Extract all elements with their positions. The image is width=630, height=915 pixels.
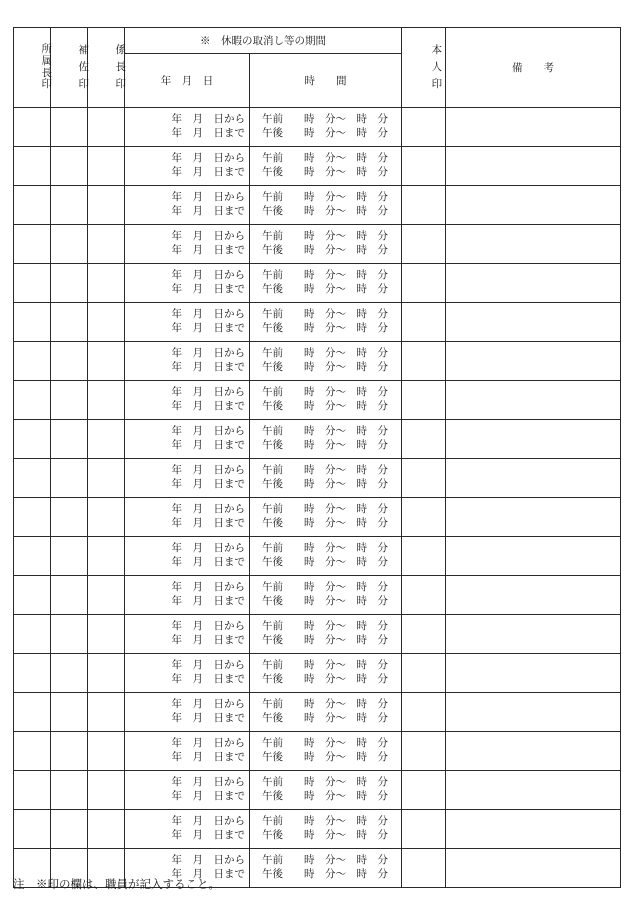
date-from-text: 年 月 日から [171,308,245,320]
personal-seal-header [402,28,446,108]
date-to-text: 年 月 日まで [171,595,245,607]
date-from-text: 年 月 日から [171,269,245,281]
date-cell [125,303,250,342]
section-chief-seal-cell [88,693,125,732]
remarks-cell [446,771,621,810]
remarks-cell [446,303,621,342]
section-chief-seal-cell [88,303,125,342]
date-from-text: 年 月 日から [171,737,245,749]
date-from-text: 年 月 日から [171,230,245,242]
assistant-seal-cell [51,771,88,810]
date-to-text: 年 月 日まで [171,517,245,529]
table-row [14,147,621,186]
personal-seal-cell [402,732,446,771]
department-head-seal-header [14,28,51,108]
table-row [14,342,621,381]
table-body [14,108,621,888]
time-am-text: 午前 時 分～ 時 分 [262,113,388,125]
remarks-cell [446,459,621,498]
date-from-text: 年 月 日から [171,191,245,203]
date-from-text: 年 月 日から [171,425,245,437]
time-cell [250,849,402,888]
assistant-seal-cell [51,381,88,420]
personal-seal-cell [402,186,446,225]
table-row [14,381,621,420]
assistant-seal-label: 補佐印 [78,44,89,90]
department-head-seal-cell [14,108,51,147]
date-from-text: 年 月 日から [171,347,245,359]
remarks-cell [446,498,621,537]
date-to-text: 年 月 日まで [171,244,245,256]
note-text: 注 ※印の欄は、職員が記入すること。 [13,877,220,891]
time-pm-text: 午後 時 分～ 時 分 [262,244,388,256]
table-header [14,28,621,108]
time-cell [250,264,402,303]
date-from-text: 年 月 日から [171,659,245,671]
header-row [14,28,621,54]
date-from-text: 年 月 日から [171,542,245,554]
table-row [14,654,621,693]
time-am-text: 午前 時 分～ 時 分 [262,269,388,281]
section-chief-seal-cell [88,147,125,186]
assistant-seal-cell [51,576,88,615]
department-head-seal-cell [14,537,51,576]
department-head-seal-cell [14,459,51,498]
time-am-text: 午前 時 分～ 時 分 [262,425,388,437]
time-cell [250,693,402,732]
department-head-seal-cell [14,186,51,225]
department-head-seal-cell [14,381,51,420]
time-cell [250,615,402,654]
date-to-text: 年 月 日まで [171,400,245,412]
date-cell [125,771,250,810]
personal-seal-cell [402,810,446,849]
date-to-text: 年 月 日まで [171,127,245,139]
time-pm-text: 午後 時 分～ 時 分 [262,673,388,685]
date-cell [125,498,250,537]
date-to-text: 年 月 日まで [171,712,245,724]
time-pm-text: 午後 時 分～ 時 分 [262,361,388,373]
time-pm-text: 午後 時 分～ 時 分 [262,868,388,880]
section-chief-seal-cell [88,381,125,420]
time-cell [250,147,402,186]
time-cell [250,498,402,537]
section-chief-seal-cell [88,732,125,771]
department-head-seal-cell [14,498,51,537]
date-cell [125,186,250,225]
date-to-text: 年 月 日まで [171,868,245,880]
time-pm-text: 午後 時 分～ 時 分 [262,829,388,841]
department-head-seal-cell [14,420,51,459]
time-pm-text: 午後 時 分～ 時 分 [262,166,388,178]
section-chief-seal-cell [88,186,125,225]
date-to-text: 年 月 日まで [171,790,245,802]
time-pm-text: 午後 時 分～ 時 分 [262,478,388,490]
date-cell [125,108,250,147]
time-cell [250,654,402,693]
date-cell [125,576,250,615]
date-from-text: 年 月 日から [171,503,245,515]
table-row [14,576,621,615]
section-chief-seal-cell [88,771,125,810]
personal-seal-cell [402,225,446,264]
remarks-cell [446,147,621,186]
personal-seal-cell [402,693,446,732]
remarks-cell [446,654,621,693]
assistant-seal-cell [51,732,88,771]
department-head-seal-cell [14,615,51,654]
date-cell [125,654,250,693]
date-to-text: 年 月 日まで [171,439,245,451]
table-row [14,264,621,303]
date-from-text: 年 月 日から [171,776,245,788]
time-pm-text: 午後 時 分～ 時 分 [262,439,388,451]
date-cell [125,342,250,381]
personal-seal-cell [402,498,446,537]
time-cell [250,810,402,849]
department-head-seal-cell [14,342,51,381]
time-pm-text: 午後 時 分～ 時 分 [262,127,388,139]
remarks-cell [446,381,621,420]
time-cell [250,459,402,498]
personal-seal-cell [402,381,446,420]
personal-seal-cell [402,303,446,342]
section-chief-seal-cell [88,459,125,498]
leave-cancellation-form-table [13,27,621,888]
date-cell [125,693,250,732]
table-row [14,225,621,264]
personal-seal-cell [402,537,446,576]
time-am-text: 午前 時 分～ 時 分 [262,776,388,788]
date-from-text: 年 月 日から [171,464,245,476]
assistant-seal-cell [51,225,88,264]
personal-seal-cell [402,459,446,498]
assistant-seal-cell [51,108,88,147]
department-head-seal-cell [14,303,51,342]
time-am-text: 午前 時 分～ 時 分 [262,581,388,593]
personal-seal-label: 本人印 [431,44,443,90]
time-pm-text: 午後 時 分～ 時 分 [262,556,388,568]
remarks-cell [446,342,621,381]
time-cell [250,303,402,342]
time-pm-text: 午後 時 分～ 時 分 [262,634,388,646]
time-cell [250,732,402,771]
personal-seal-cell [402,615,446,654]
personal-seal-cell [402,576,446,615]
personal-seal-cell [402,771,446,810]
section-chief-seal-cell [88,225,125,264]
department-head-seal-cell [14,732,51,771]
date-from-text: 年 月 日から [171,386,245,398]
date-cell [125,264,250,303]
table-row [14,615,621,654]
section-chief-seal-cell [88,576,125,615]
date-to-text: 年 月 日まで [171,751,245,763]
remarks-cell [446,849,621,888]
date-from-text: 年 月 日から [171,698,245,710]
assistant-seal-cell [51,147,88,186]
date-from-text: 年 月 日から [171,854,245,866]
leave-cancellation-period-header: ※ 休暇の取消し等の期間 [125,28,402,54]
date-cell [125,537,250,576]
time-pm-text: 午後 時 分～ 時 分 [262,595,388,607]
time-pm-text: 午後 時 分～ 時 分 [262,751,388,763]
time-am-text: 午前 時 分～ 時 分 [262,464,388,476]
assistant-seal-cell [51,810,88,849]
personal-seal-cell [402,147,446,186]
time-header: 時 間 [250,54,402,108]
time-pm-text: 午後 時 分～ 時 分 [262,790,388,802]
personal-seal-cell [402,342,446,381]
table-row [14,771,621,810]
date-from-text: 年 月 日から [171,620,245,632]
time-pm-text: 午後 時 分～ 時 分 [262,400,388,412]
time-am-text: 午前 時 分～ 時 分 [262,503,388,515]
time-pm-text: 午後 時 分～ 時 分 [262,322,388,334]
remarks-cell [446,420,621,459]
section-chief-seal-cell [88,615,125,654]
personal-seal-cell [402,654,446,693]
time-pm-text: 午後 時 分～ 時 分 [262,283,388,295]
time-am-text: 午前 時 分～ 時 分 [262,854,388,866]
section-chief-seal-cell [88,420,125,459]
department-head-seal-cell [14,225,51,264]
section-chief-seal-header [88,28,125,108]
date-to-text: 年 月 日まで [171,634,245,646]
date-cell [125,810,250,849]
table-row [14,693,621,732]
section-chief-seal-cell [88,342,125,381]
date-to-text: 年 月 日まで [171,556,245,568]
remarks-cell [446,225,621,264]
table-row [14,459,621,498]
date-cell [125,459,250,498]
time-am-text: 午前 時 分～ 時 分 [262,308,388,320]
time-am-text: 午前 時 分～ 時 分 [262,230,388,242]
personal-seal-cell [402,264,446,303]
personal-seal-cell [402,849,446,888]
assistant-seal-cell [51,537,88,576]
assistant-seal-cell [51,459,88,498]
date-cell [125,225,250,264]
department-head-seal-cell [14,654,51,693]
assistant-seal-cell [51,615,88,654]
time-cell [250,342,402,381]
remarks-cell [446,615,621,654]
time-cell [250,186,402,225]
assistant-seal-cell [51,342,88,381]
date-cell [125,615,250,654]
time-cell [250,381,402,420]
time-am-text: 午前 時 分～ 時 分 [262,659,388,671]
remarks-cell [446,810,621,849]
section-chief-seal-cell [88,264,125,303]
remarks-cell [446,576,621,615]
table-row [14,303,621,342]
remarks-cell [446,732,621,771]
section-chief-seal-cell [88,108,125,147]
date-from-text: 年 月 日から [171,152,245,164]
department-head-seal-cell [14,264,51,303]
remarks-cell [446,264,621,303]
department-head-seal-cell [14,576,51,615]
section-chief-seal-label: 係長印 [115,44,126,90]
table-row [14,108,621,147]
department-head-seal-cell [14,810,51,849]
date-cell [125,420,250,459]
table-row [14,537,621,576]
assistant-seal-cell [51,498,88,537]
remarks-header: 備 考 [446,28,621,108]
remarks-cell [446,693,621,732]
time-pm-text: 午後 時 分～ 時 分 [262,517,388,529]
table-row [14,186,621,225]
assistant-seal-cell [51,420,88,459]
date-to-text: 年 月 日まで [171,673,245,685]
department-head-seal-cell [14,693,51,732]
section-chief-seal-cell [88,654,125,693]
date-to-text: 年 月 日まで [171,361,245,373]
date-from-text: 年 月 日から [171,581,245,593]
time-cell [250,108,402,147]
section-chief-seal-cell [88,537,125,576]
assistant-seal-cell [51,264,88,303]
assistant-seal-cell [51,693,88,732]
date-to-text: 年 月 日まで [171,829,245,841]
assistant-seal-cell [51,654,88,693]
date-cell [125,732,250,771]
date-header: 年 月 日 [125,54,250,108]
time-cell [250,771,402,810]
table-row [14,420,621,459]
section-chief-seal-cell [88,498,125,537]
department-head-seal-cell [14,771,51,810]
time-am-text: 午前 時 分～ 時 分 [262,386,388,398]
time-am-text: 午前 時 分～ 時 分 [262,191,388,203]
remarks-cell [446,186,621,225]
date-to-text: 年 月 日まで [171,283,245,295]
time-cell [250,576,402,615]
time-am-text: 午前 時 分～ 時 分 [262,152,388,164]
date-cell [125,381,250,420]
time-am-text: 午前 時 分～ 時 分 [262,698,388,710]
time-cell [250,537,402,576]
date-from-text: 年 月 日から [171,113,245,125]
table-row [14,498,621,537]
date-to-text: 年 月 日まで [171,205,245,217]
date-from-text: 年 月 日から [171,815,245,827]
time-cell [250,420,402,459]
table-row [14,732,621,771]
remarks-cell [446,537,621,576]
section-chief-seal-cell [88,810,125,849]
assistant-seal-header [51,28,88,108]
time-cell [250,225,402,264]
assistant-seal-cell [51,303,88,342]
date-cell [125,147,250,186]
date-to-text: 年 月 日まで [171,322,245,334]
assistant-seal-cell [51,186,88,225]
department-head-seal-cell [14,147,51,186]
personal-seal-cell [402,108,446,147]
remarks-cell [446,108,621,147]
time-pm-text: 午後 時 分～ 時 分 [262,712,388,724]
time-am-text: 午前 時 分～ 時 分 [262,815,388,827]
time-pm-text: 午後 時 分～ 時 分 [262,205,388,217]
personal-seal-cell [402,420,446,459]
date-to-text: 年 月 日まで [171,478,245,490]
table-row [14,810,621,849]
time-am-text: 午前 時 分～ 時 分 [262,620,388,632]
time-am-text: 午前 時 分～ 時 分 [262,737,388,749]
date-to-text: 年 月 日まで [171,166,245,178]
time-am-text: 午前 時 分～ 時 分 [262,542,388,554]
department-head-seal-label: 所属長印 [41,43,52,91]
time-am-text: 午前 時 分～ 時 分 [262,347,388,359]
